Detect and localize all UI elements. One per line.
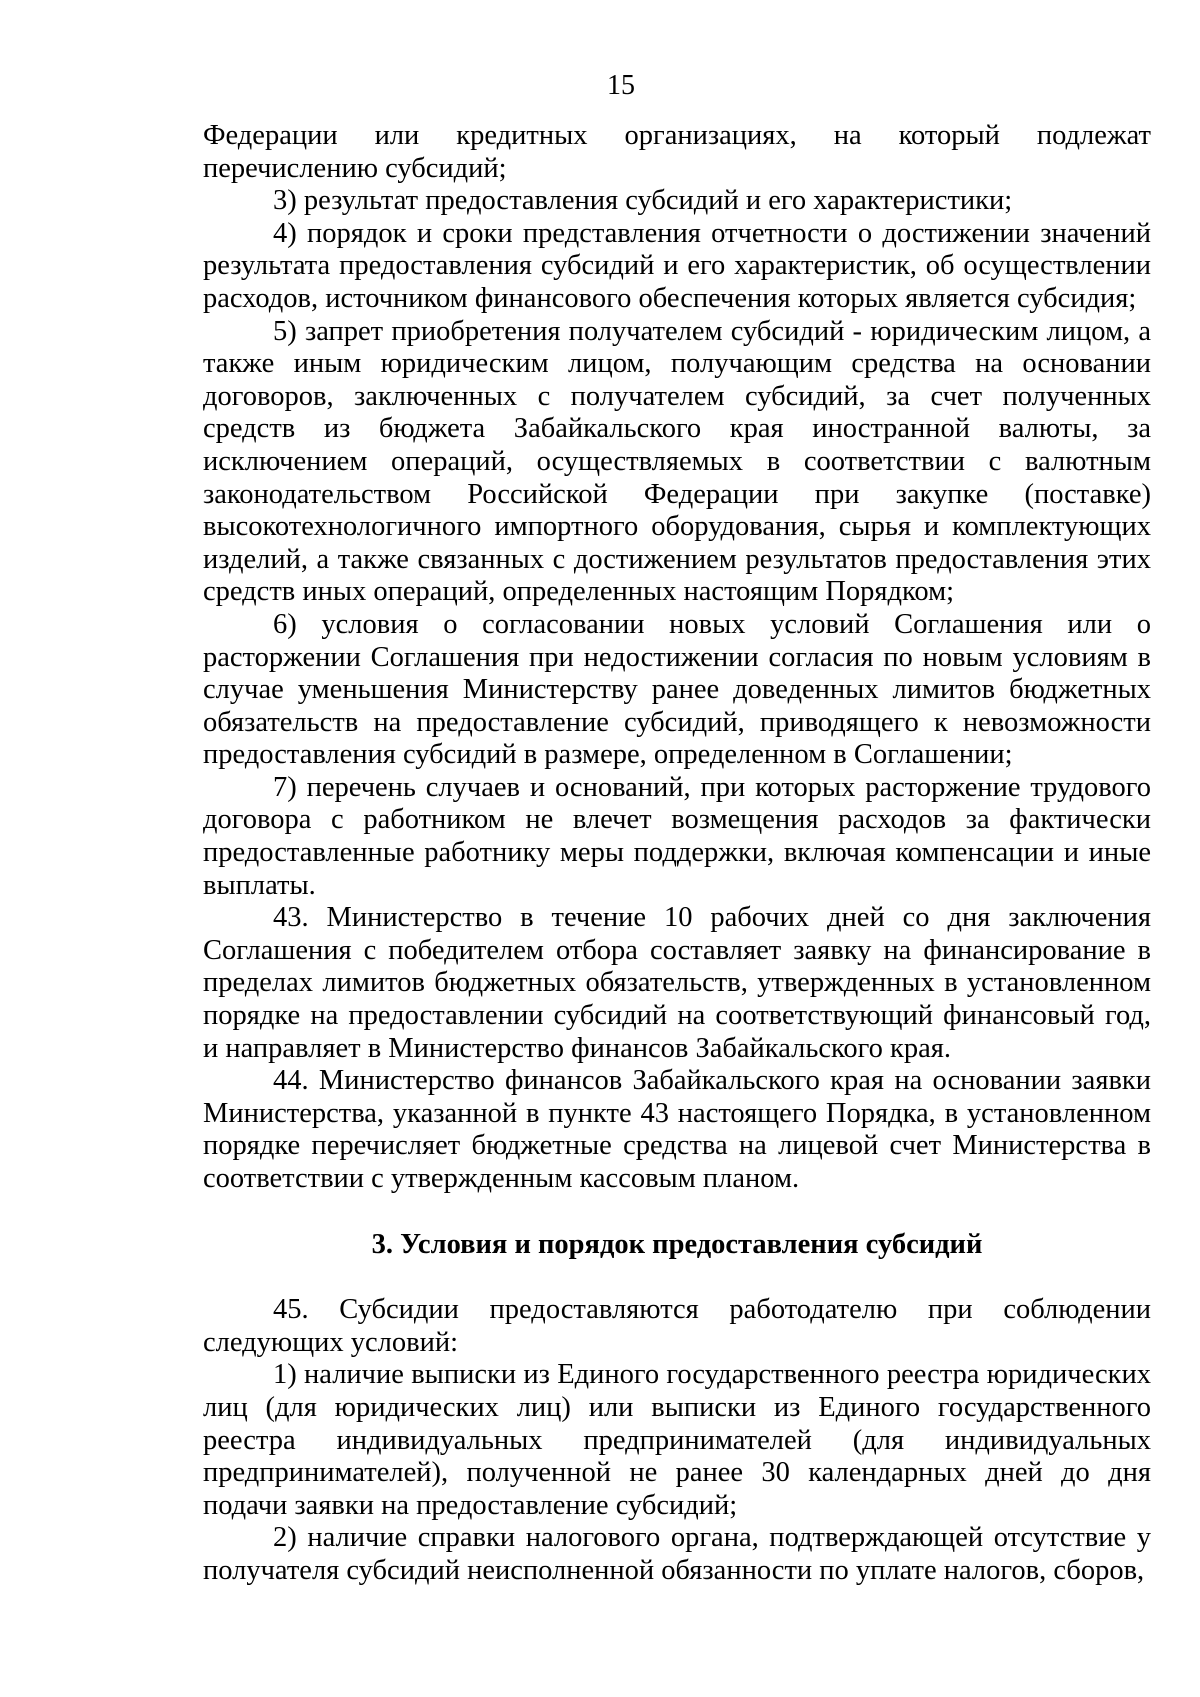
paragraph: 7) перечень случаев и оснований, при которых расторжение трудового договора с работником не влечет возмещения расходов за фактически предоставленные работнику меры поддержки, включая компенсации и иные выплаты.: [203, 771, 1151, 901]
paragraph: 45. Субсидии предоставляются работодателю при соблюдении следующих условий:: [203, 1294, 1151, 1358]
paragraph: 6) условия о согласовании новых условий Соглашения или о расторжении Соглашения при недостижении согласия по новым условиям в случае уменьшения Министерству ранее доведенных лимитов бюджетных обязательств на предоставление субсидий, приводящего к невозможности предоставления субсидий в размере, определенном в Соглашении;: [203, 608, 1151, 771]
paragraphs-after: [203, 1294, 1151, 1587]
paragraph: 2) наличие справки налогового органа, подтверждающей отсутствие у получателя субсидий неисполненной обязанности по уплате налогов, сборов,: [203, 1522, 1151, 1586]
section-heading: 3. Условия и порядок предоставления субсидий: [371, 1228, 983, 1260]
document-body: [203, 120, 1151, 1588]
paragraph: 5) запрет приобретения получателем субсидий - юридическим лицом, а также иным юридическим лицом, получающим средства на основании договоров, заключенных с получателем субсидий, за счет полученных средств из бюджета Забайкальского края иностранной валюты, за исключением операций, осуществляемых в соответствии с валютным законодательством Российской Федерации при закупке (поставке) высокотехнологичного импортного оборудования, сырья и комплектующих изделий, а также связанных с достижением результатов предоставления этих средств иных операций, определенных настоящим Порядком;: [203, 315, 1151, 608]
paragraphs-before: [203, 120, 1151, 1196]
paragraph: 4) порядок и сроки представления отчетности о достижении значений результата предоставления субсидий и его характеристик, об осуществлении расходов, источником финансового обеспечения которых является субсидия;: [203, 217, 1151, 314]
paragraph: 1) наличие выписки из Единого государственного реестра юридических лиц (для юридических лиц) или выписки из Единого государственного реестра индивидуальных предпринимателей (для индивидуальных предпринимателей), полученной не ранее 30 календарных дней до дня подачи заявки на предоставление субсидий;: [203, 1359, 1151, 1521]
paragraph: Федерации или кредитных организациях, на который подлежат перечислению субсидий;: [203, 120, 1151, 184]
paragraph: 3) результат предоставления субсидий и его характеристики;: [273, 185, 1013, 217]
paragraph: 43. Министерство в течение 10 рабочих дней со дня заключения Соглашения с победителем отбора составляет заявку на финансирование в пределах лимитов бюджетных обязательств, утвержденных в установленном порядке на предоставлении субсидий на соответствующий финансовый год, и направляет в Министерство финансов Забайкальского края.: [203, 902, 1151, 1064]
paragraph: 44. Министерство финансов Забайкальского края на основании заявки Министерства, указанной в пункте 43 настоящего Порядка, в установленном порядке перечисляет бюджетные средства на лицевой счет Министерства в соответствии с утвержденным кассовым планом.: [203, 1065, 1151, 1194]
page-number: 15: [607, 70, 635, 101]
